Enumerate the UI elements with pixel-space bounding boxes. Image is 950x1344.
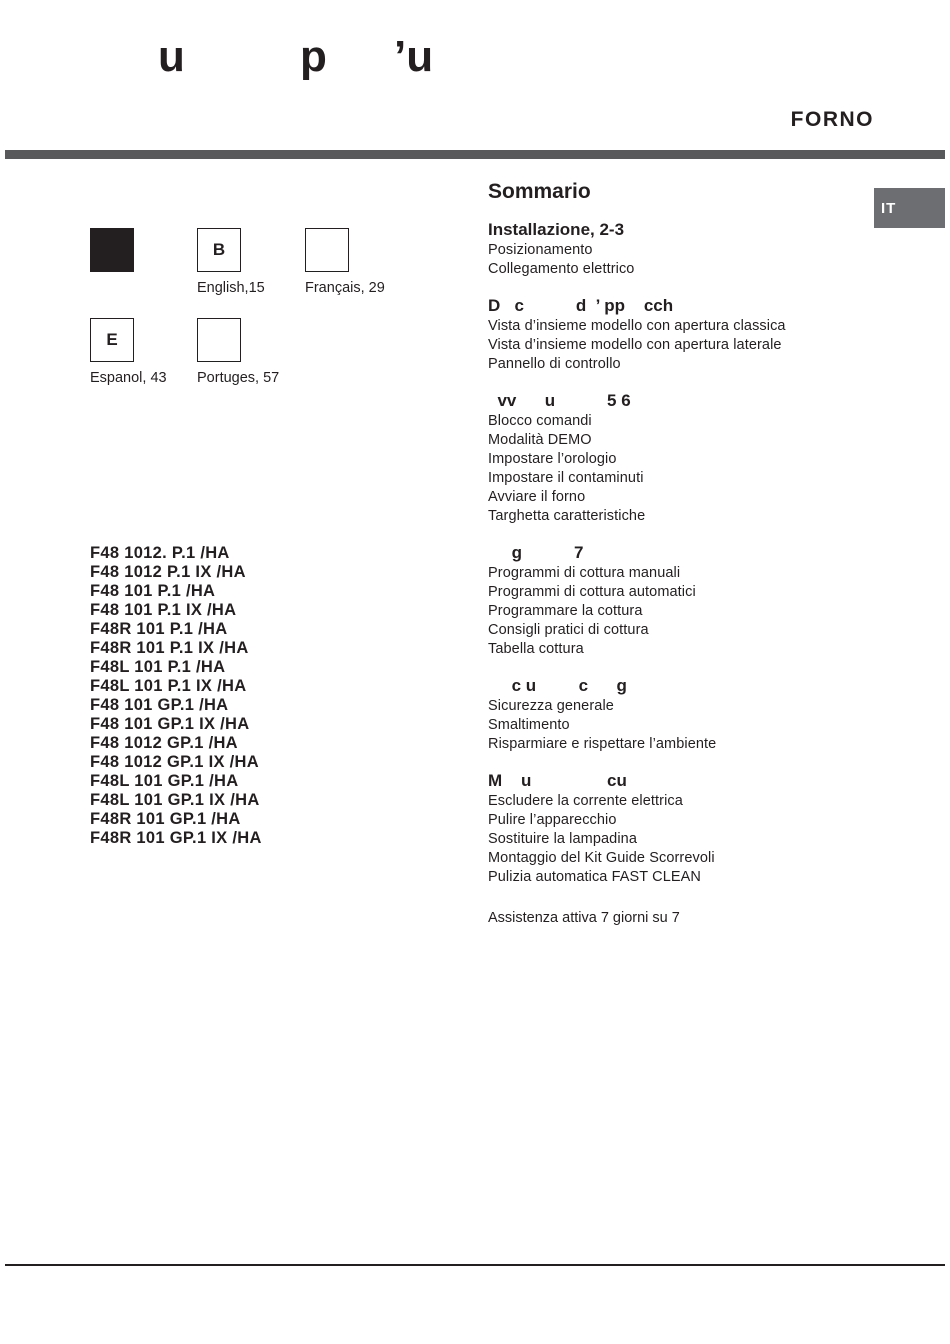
toc-item[interactable]: Risparmiare e rispettare l’ambiente	[488, 736, 717, 752]
toc-item[interactable]: Blocco comandi	[488, 413, 592, 429]
language-box-french	[305, 228, 349, 272]
toc-section-title[interactable]: g 7	[488, 543, 584, 562]
toc-item[interactable]: Avviare il forno	[488, 489, 586, 505]
language-item[interactable]	[305, 228, 415, 296]
model-item: F48L 101 P.1 IX /HA	[90, 677, 247, 695]
toc-item[interactable]: Programmare la cottura	[488, 603, 643, 619]
language-item[interactable]	[90, 228, 200, 280]
toc-section-manutenzione	[488, 771, 848, 887]
model-item: F48 101 GP.1 /HA	[90, 696, 229, 714]
toc-section-title[interactable]: D c d ’ pp cch	[488, 296, 674, 315]
model-item: F48 101 GP.1 IX /HA	[90, 715, 250, 733]
language-box-spanish: E	[90, 318, 134, 362]
table-of-contents	[488, 180, 848, 926]
title-fragment: p	[300, 32, 327, 81]
model-item: F48 1012 P.1 IX /HA	[90, 563, 246, 581]
toc-item[interactable]: Impostare il contaminuti	[488, 470, 644, 486]
toc-item[interactable]: Vista d’insieme modello con apertura laterale	[488, 337, 782, 353]
page-title	[0, 32, 600, 92]
product-name: FORNO	[790, 108, 874, 131]
language-label: Français, 29	[305, 280, 385, 296]
model-item: F48R 101 P.1 IX /HA	[90, 639, 249, 657]
toc-item[interactable]: Sicurezza generale	[488, 698, 614, 714]
model-item: F48L 101 GP.1 /HA	[90, 772, 239, 790]
model-list	[90, 544, 262, 848]
toc-section-precauzioni	[488, 676, 848, 754]
model-item: F48R 101 GP.1 /HA	[90, 810, 241, 828]
language-label: English,15	[197, 280, 265, 296]
toc-item[interactable]: Posizionamento	[488, 242, 593, 258]
language-tab-it[interactable]: IT	[874, 188, 945, 228]
toc-item[interactable]: Vista d’insieme modello con apertura classica	[488, 318, 786, 334]
language-item[interactable]	[197, 228, 307, 296]
toc-item[interactable]: Pulizia automatica FAST CLEAN	[488, 869, 701, 885]
toc-item[interactable]: Montaggio del Kit Guide Scorrevoli	[488, 850, 715, 866]
toc-section-installazione	[488, 220, 848, 279]
model-item: F48L 101 GP.1 IX /HA	[90, 791, 260, 809]
toc-item[interactable]: Collegamento elettrico	[488, 261, 635, 277]
language-box-english: B	[197, 228, 241, 272]
toc-item[interactable]: Pulire l’apparecchio	[488, 812, 617, 828]
title-fragment: u	[158, 32, 185, 81]
model-item: F48L 101 P.1 /HA	[90, 658, 226, 676]
toc-item[interactable]: Sostituire la lampadina	[488, 831, 637, 847]
language-label: Portuges, 57	[197, 370, 280, 386]
language-box-portuguese	[197, 318, 241, 362]
model-item: F48 101 P.1 /HA	[90, 582, 216, 600]
toc-item[interactable]: Impostare l’orologio	[488, 451, 617, 467]
toc-section-programmi	[488, 543, 848, 659]
model-item: F48R 101 P.1 /HA	[90, 620, 228, 638]
language-item[interactable]	[90, 318, 200, 386]
toc-item[interactable]: Pannello di controllo	[488, 356, 621, 372]
model-item: F48R 101 GP.1 IX /HA	[90, 829, 262, 847]
toc-item[interactable]: Modalità DEMO	[488, 432, 592, 448]
footer-divider	[5, 1264, 945, 1266]
toc-item[interactable]: Tabella cottura	[488, 641, 584, 657]
model-item: F48 1012 GP.1 /HA	[90, 734, 238, 752]
toc-section-title[interactable]: Installazione, 2-3	[488, 220, 625, 239]
toc-item[interactable]: Programmi di cottura manuali	[488, 565, 681, 581]
toc-section-avvio	[488, 391, 848, 526]
model-item: F48 1012 GP.1 IX /HA	[90, 753, 259, 771]
assistance-note[interactable]: Assistenza attiva 7 giorni su 7	[488, 910, 680, 926]
language-box-italian	[90, 228, 134, 272]
toc-section-title[interactable]: M u cu	[488, 771, 627, 790]
toc-section-descrizione	[488, 296, 848, 374]
model-item: F48 1012. P.1 /HA	[90, 544, 230, 562]
title-fragment: ’u	[394, 32, 434, 81]
toc-section-title[interactable]: vv u 5 6	[488, 391, 631, 410]
toc-item[interactable]: Targhetta caratteristiche	[488, 508, 646, 524]
language-label: Espanol, 43	[90, 370, 167, 386]
toc-section-title[interactable]: c u c g	[488, 676, 627, 695]
model-item: F48 101 P.1 IX /HA	[90, 601, 237, 619]
language-item[interactable]	[197, 318, 307, 386]
toc-item[interactable]: Programmi di cottura automatici	[488, 584, 696, 600]
toc-heading: Sommario	[488, 180, 591, 203]
toc-item[interactable]: Smaltimento	[488, 717, 570, 733]
header-divider	[5, 150, 945, 159]
toc-item[interactable]: Escludere la corrente elettrica	[488, 793, 683, 809]
toc-item[interactable]: Consigli pratici di cottura	[488, 622, 649, 638]
